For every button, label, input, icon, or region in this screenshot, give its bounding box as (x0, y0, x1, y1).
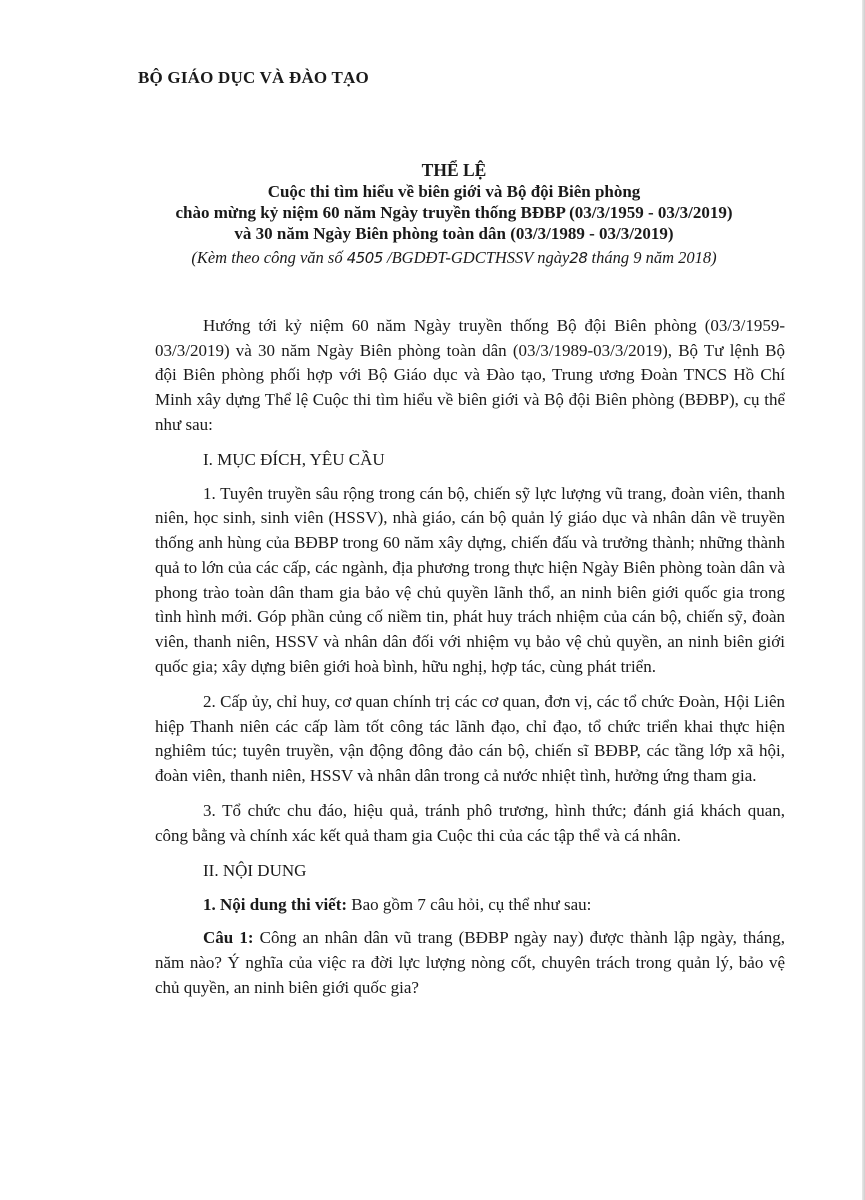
handwritten-day: 28 (569, 249, 588, 267)
purpose-paragraph-2: 2. Cấp ủy, chỉ huy, cơ quan chính trị các cơ quan, đơn vị, các tổ chức Đoàn, Hội Liên hiệp Thanh niên các cấp làm tốt công tác lãnh đạo, chỉ đạo, tổ chức triển khai thực hiện nghiêm túc; tuyên truyền, vận động đông đảo cán bộ, chiến sĩ BĐBP, các tầng lớp xã hội, đoàn viên, thanh niên, HSSV và nhân dân trong cả nước nhiệt tình, hưởng ứng tham gia. (155, 691, 785, 785)
content-label: 1. Nội dung thi viết: (203, 894, 348, 914)
purpose-paragraph-3: 3. Tổ chức chu đáo, hiệu quả, tránh phô trương, hình thức; đánh giá khách quan, công bằng và chính xác kết quả tham gia Cuộc thi của các tập thể và cá nhân. (155, 801, 785, 845)
ministry-header: BỘ GIÁO DỤC VÀ ĐÀO TẠO (138, 68, 369, 87)
section-heading-1: I. MỤC ĐÍCH, YÊU CẦU (203, 450, 385, 470)
title-block (120, 160, 788, 244)
content-paragraph (155, 893, 785, 918)
document-body (155, 314, 785, 1011)
document-title: THỂ LỆ (421, 160, 487, 180)
question-1 (155, 926, 785, 1000)
reference-line (120, 247, 788, 269)
section-heading-2: II. NỘI DUNG (203, 861, 307, 881)
title-line-1: Cuộc thi tìm hiểu về biên giới và Bộ đội Biên phòng (267, 182, 641, 201)
title-line-3: và 30 năm Ngày Biên phòng toàn dân (03/3/1989 - 03/3/2019) (234, 224, 674, 243)
reference-middle: /BGDĐT-GDCTHSSV ngày (382, 248, 570, 267)
question-1-label: Câu 1: (203, 928, 254, 948)
content-text: Bao gồm 7 câu hỏi, cụ thể như sau: (347, 894, 592, 914)
title-line-2: chào mừng kỷ niệm 60 năm Ngày truyền thống BĐBP (03/3/1959 - 03/3/2019) (175, 203, 733, 222)
purpose-paragraph-1: 1. Tuyên truyền sâu rộng trong cán bộ, chiến sỹ lực lượng vũ trang, đoàn viên, thanh niên, học sinh, sinh viên (HSSV), nhà giáo, cán bộ quản lý giáo dục và nhân dân về truyền thống anh hùng của BĐBP trong 60 năm xây dựng, chiến đấu và trưởng thành; những thành quả to lớn của các cấp, các ngành, địa phương trong thực hiện Ngày Biên phòng toàn dân và phong trào toàn dân tham gia bảo vệ chủ quyền lãnh thổ, an ninh biên giới quốc gia trong tình hình mới. Góp phần củng cố niềm tin, phát huy trách nhiệm của cán bộ, chiến sỹ, đoàn viên, thanh niên, HSSV và nhân dân đối với nhiệm vụ bảo vệ chủ quyền, an ninh biên giới quốc gia; xây dựng biên giới hoà bình, hữu nghị, hợp tác, cùng phát triển. (155, 483, 785, 676)
reference-suffix: tháng 9 năm 2018) (587, 248, 717, 267)
intro-paragraph: Hướng tới kỷ niệm 60 năm Ngày truyền thống Bộ đội Biên phòng (03/3/1959-03/3/2019) và 30 năm Ngày Biên phòng toàn dân (03/3/1989-03/3/2019), Bộ Tư lệnh Bộ đội Biên phòng phối hợp với Bộ Giáo dục và Đào tạo, Trung ương Đoàn TNCS Hồ Chí Minh xây dựng Thể lệ Cuộc thi tìm hiểu về biên giới và Bộ đội Biên phòng (BĐBP), cụ thể như sau: (155, 316, 785, 434)
question-1-text: Công an nhân dân vũ trang (BĐBP ngày nay) được thành lập ngày, tháng, năm nào? Ý nghĩa của việc ra đời lực lượng nòng cốt, chuyên trách trong quản lý, bảo vệ chủ quyền, an ninh biên giới quốc gia? (155, 928, 785, 997)
reference-prefix: (Kèm theo công văn số (191, 248, 347, 267)
handwritten-doc-number: 4505 (346, 249, 383, 267)
